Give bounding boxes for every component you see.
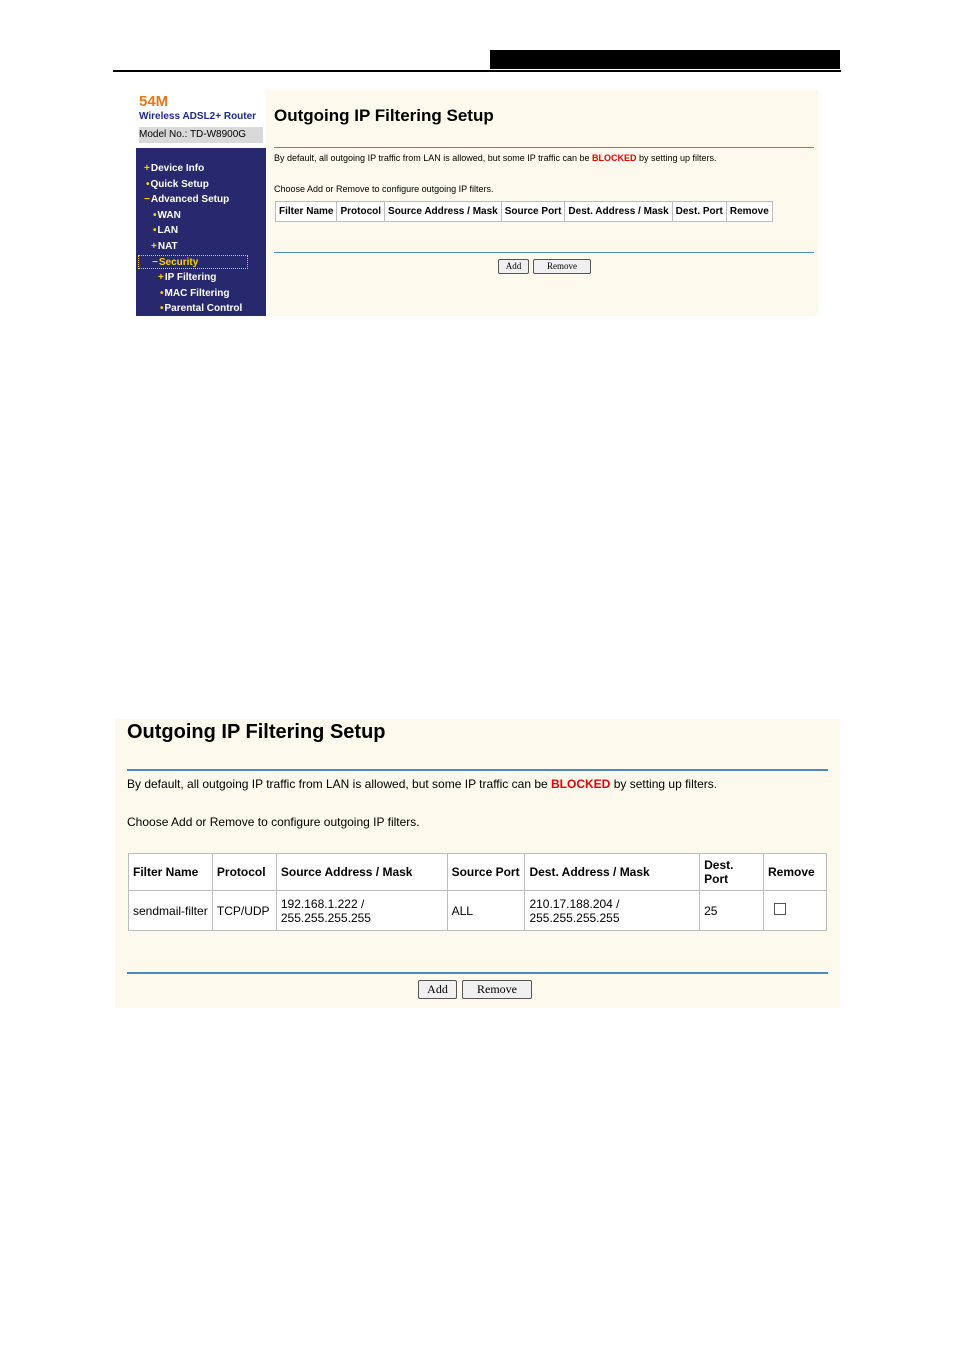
blocked-label: BLOCKED xyxy=(551,777,611,791)
sidebar-item-advanced-setup[interactable]: −Advanced Setup xyxy=(144,194,230,205)
cell-protocol: TCP/UDP xyxy=(212,891,276,931)
instruction-text: Choose Add or Remove to configure outgoing IP filters. xyxy=(127,815,420,829)
remove-button[interactable]: Remove xyxy=(462,980,532,999)
sidebar-item-nat[interactable]: +NAT xyxy=(151,241,178,252)
remove-button[interactable]: Remove xyxy=(533,259,591,274)
sidebar-item-ip-filtering[interactable]: +IP Filtering xyxy=(158,272,217,283)
column-header: Source Port xyxy=(447,854,525,891)
description-text: By default, all outgoing IP traffic from LAN is allowed, but some IP traffic can be BLOCKED by setting up filters. xyxy=(127,777,718,791)
divider xyxy=(127,769,828,771)
sidebar-item-lan[interactable]: •LAN xyxy=(153,225,179,236)
sidebar-item-wan[interactable]: •WAN xyxy=(153,210,181,221)
header-bar xyxy=(490,50,840,69)
brand-model: Model No.: TD-W8900G xyxy=(139,127,263,143)
sidebar-item-parental-control[interactable]: •Parental Control xyxy=(160,303,243,314)
cell-remove xyxy=(763,891,826,931)
cell-dest-address: 210.17.188.204 / 255.255.255.255 xyxy=(525,891,700,931)
add-button[interactable]: Add xyxy=(418,980,457,999)
cell-filter-name: sendmail-filter xyxy=(129,891,213,931)
column-header: Source Address / Mask xyxy=(276,854,447,891)
remove-checkbox[interactable] xyxy=(774,903,786,915)
cell-source-address: 192.168.1.222 / 255.255.255.255 xyxy=(276,891,447,931)
column-header: Dest. Address / Mask xyxy=(525,854,700,891)
screenshot-with-filter xyxy=(115,719,840,1008)
main-content xyxy=(266,90,818,316)
sidebar xyxy=(136,90,266,316)
divider xyxy=(274,252,814,253)
column-header: Source Port xyxy=(501,202,565,222)
column-header: Source Address / Mask xyxy=(385,202,502,222)
column-header: Protocol xyxy=(337,202,385,222)
filter-table xyxy=(128,853,827,931)
sidebar-item-security[interactable]: −Security xyxy=(138,255,248,269)
column-header: Dest. Port xyxy=(700,854,764,891)
brand-speed: 54M xyxy=(139,93,169,110)
column-header: Remove xyxy=(726,202,772,222)
sidebar-item-device-info[interactable]: +Device Info xyxy=(144,163,205,174)
sidebar-item-mac-filtering[interactable]: •MAC Filtering xyxy=(160,288,230,299)
cell-dest-port: 25 xyxy=(700,891,764,931)
column-header: Protocol xyxy=(212,854,276,891)
page-title: Outgoing IP Filtering Setup xyxy=(274,106,494,125)
column-header: Filter Name xyxy=(276,202,337,222)
add-button[interactable]: Add xyxy=(498,259,529,274)
column-header: Dest. Port xyxy=(672,202,726,222)
instruction-text: Choose Add or Remove to configure outgoing IP filters. xyxy=(274,184,494,194)
screenshot-empty-filters xyxy=(136,90,818,316)
column-header: Filter Name xyxy=(129,854,213,891)
blocked-label: BLOCKED xyxy=(592,153,637,163)
header-rule xyxy=(113,70,841,72)
brand-logo xyxy=(136,90,266,148)
divider xyxy=(127,972,828,974)
brand-name: Wireless ADSL2+ Router xyxy=(139,111,257,122)
table-row xyxy=(129,891,827,931)
page-title: Outgoing IP Filtering Setup xyxy=(127,721,386,743)
column-header: Dest. Address / Mask xyxy=(565,202,672,222)
divider xyxy=(274,147,814,148)
description-text: By default, all outgoing IP traffic from LAN is allowed, but some IP traffic can be BLOCKED by setting up filters. xyxy=(274,153,717,163)
filter-table xyxy=(275,201,773,222)
sidebar-item-quick-setup[interactable]: •Quick Setup xyxy=(146,179,209,190)
cell-source-port: ALL xyxy=(447,891,525,931)
column-header: Remove xyxy=(763,854,826,891)
